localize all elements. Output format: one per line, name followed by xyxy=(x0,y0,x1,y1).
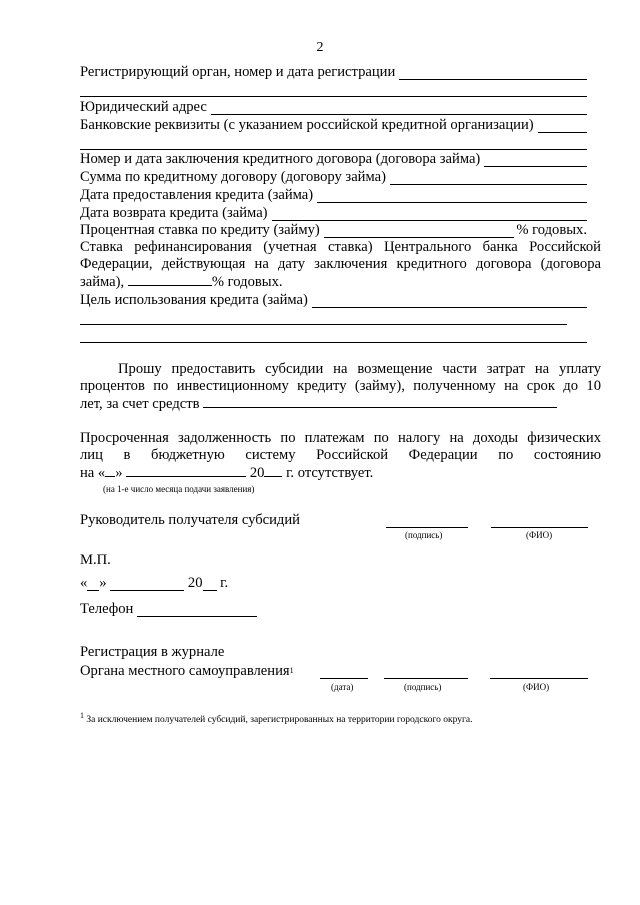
day-blank[interactable] xyxy=(87,578,99,591)
refinancing-line-3 xyxy=(80,273,601,291)
registration-line-1 xyxy=(80,644,224,660)
phone-blank[interactable] xyxy=(137,604,257,617)
field-suffix: % годовых. xyxy=(516,222,587,238)
request-line: процентов по инвестиционному кредиту (займу), полученному на срок до 10 xyxy=(80,378,601,394)
stamp-place xyxy=(80,552,111,568)
refinancing-rate-block xyxy=(80,239,601,291)
footnote-ref: 1 xyxy=(289,666,294,675)
quote-open: « xyxy=(80,575,88,591)
registration-fio-line[interactable] xyxy=(490,678,588,679)
fio-line[interactable] xyxy=(491,527,588,528)
head-label xyxy=(80,512,300,528)
field-blank[interactable] xyxy=(312,295,587,308)
blank-line[interactable] xyxy=(80,149,587,150)
refinancing-suffix: % годовых. xyxy=(211,274,283,290)
field-blank[interactable] xyxy=(128,273,212,286)
quote-open: на « xyxy=(80,465,106,481)
year-prefix: 20 xyxy=(187,575,203,591)
footnote-mark: 1 xyxy=(80,711,84,720)
phone-field xyxy=(80,601,257,617)
field-label: Юридический адрес xyxy=(80,99,207,115)
quote-close: » xyxy=(99,575,107,591)
registration-signature-line[interactable] xyxy=(384,678,468,679)
year-blank[interactable] xyxy=(264,464,282,477)
phone-label: Телефон xyxy=(80,601,134,617)
field-purpose xyxy=(80,292,587,308)
page-number: 2 xyxy=(316,40,324,55)
field-blank[interactable] xyxy=(484,154,587,167)
registration-line-2 xyxy=(80,663,294,679)
field-loan-amount xyxy=(80,169,587,185)
month-blank[interactable] xyxy=(126,464,246,477)
field-label: Сумма по кредитному договору (договору займа) xyxy=(80,169,386,185)
field-registration-body xyxy=(80,64,587,80)
request-line-3 xyxy=(80,395,601,413)
field-blank[interactable] xyxy=(211,102,587,115)
footnote xyxy=(80,711,472,725)
blank-line[interactable] xyxy=(80,342,587,343)
field-label: Регистрирующий орган, номер и дата регистрации xyxy=(80,64,396,80)
refinancing-prefix: займа), xyxy=(80,274,125,290)
field-blank[interactable] xyxy=(390,172,587,185)
field-contract-number-date xyxy=(80,151,587,167)
registration-label-2: Органа местного самоуправления xyxy=(80,663,290,679)
quote-close: » xyxy=(115,465,123,481)
field-legal-address xyxy=(80,99,587,115)
stamp-label: М.П. xyxy=(80,552,111,568)
signature-caption: (подпись) xyxy=(404,682,442,692)
field-label: Дата предоставления кредита (займа) xyxy=(80,187,314,203)
request-line: Прошу предоставить субсидии на возмещение части затрат на уплату xyxy=(118,361,601,377)
field-label: Номер и дата заключения кредитного договора (договора займа) xyxy=(80,151,481,167)
registration-date-line[interactable] xyxy=(320,678,368,679)
field-date-return xyxy=(80,205,587,221)
signature-date xyxy=(80,575,228,591)
field-date-provided xyxy=(80,187,587,203)
debt-line-3 xyxy=(80,464,601,482)
field-blank[interactable] xyxy=(203,395,557,408)
head-label-text: Руководитель получателя субсидий xyxy=(80,512,300,528)
signature-line[interactable] xyxy=(386,527,468,528)
field-label: Цель использования кредита (займа) xyxy=(80,292,308,308)
field-label: Процентная ставка по кредиту (займу) xyxy=(80,222,320,238)
registration-label-1: Регистрация в журнале xyxy=(80,644,225,660)
fio-caption: (ФИО) xyxy=(523,682,550,692)
blank-line[interactable] xyxy=(80,324,567,325)
month-blank[interactable] xyxy=(110,578,184,591)
field-interest-rate xyxy=(80,222,587,238)
debt-status: г. отсутствует. xyxy=(286,465,374,481)
signature-caption: (подпись) xyxy=(405,530,443,540)
field-blank[interactable] xyxy=(538,120,587,133)
debt-date-note: (на 1-е число месяца подачи заявления) xyxy=(103,484,255,494)
year-suffix: г. xyxy=(220,575,229,591)
request-funds-label: лет, за счет средств xyxy=(80,396,200,412)
blank-line[interactable] xyxy=(80,96,587,97)
debt-paragraph xyxy=(80,430,601,482)
field-blank[interactable] xyxy=(317,190,587,203)
request-paragraph xyxy=(80,361,601,413)
fio-caption: (ФИО) xyxy=(526,530,553,540)
day-blank[interactable] xyxy=(105,464,115,477)
footnote-text: За исключением получателей субсидий, зарегистрированных на территории городского округа. xyxy=(86,715,473,726)
debt-line: Просроченная задолженность по платежам по налогу на доходы физических xyxy=(80,430,601,446)
field-blank[interactable] xyxy=(399,67,587,80)
refinancing-line: Федерации, действующая на дату заключения кредитного договора (договора xyxy=(80,256,601,272)
field-label: Дата возврата кредита (займа) xyxy=(80,205,268,221)
field-label: Банковские реквизиты (с указанием российской кредитной организации) xyxy=(80,117,534,133)
field-bank-details xyxy=(80,117,587,133)
field-blank[interactable] xyxy=(324,225,515,238)
debt-line: лиц в бюджетную систему Российской Федерации по состоянию xyxy=(80,447,601,463)
field-blank[interactable] xyxy=(272,208,587,221)
date-caption: (дата) xyxy=(331,682,354,692)
year-blank[interactable] xyxy=(203,578,217,591)
refinancing-line: Ставка рефинансирования (учетная ставка) Центрального банка Российской xyxy=(80,239,601,255)
year-prefix: 20 xyxy=(249,465,265,481)
